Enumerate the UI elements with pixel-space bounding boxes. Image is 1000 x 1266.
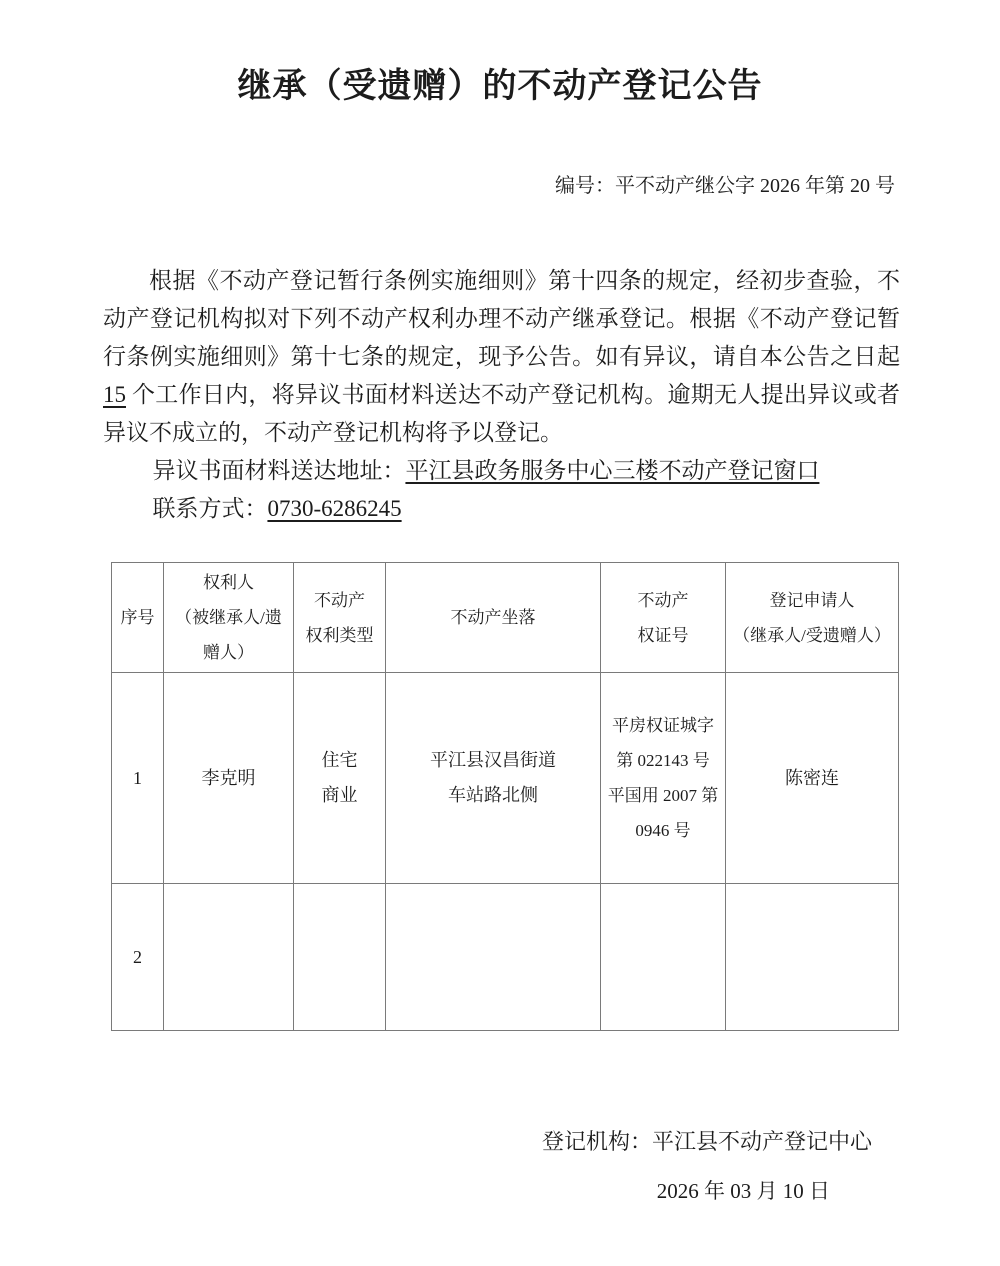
notice-body (103, 262, 900, 528)
contact-line (103, 490, 900, 528)
cert-line: 0946 号 (635, 821, 691, 840)
paragraph-text-before: 根据《不动产登记暂行条例实施细则》第十四条的规定，经初步查验，不动产登记机构拟对下列不动产权利办理不动产继承登记。根据《不动产登记暂行条例实施细则》第十七条的规定，现予公告。如有异议，请自本公告之日起 (103, 268, 900, 369)
header-right-type-line: 不动产 (314, 590, 365, 610)
address-value: 平江县政务服务中心三楼不动产登记窗口 (405, 458, 820, 483)
header-holder-line: （被继承人/遗 (175, 608, 282, 627)
header-location-label: 不动产坐落 (450, 608, 536, 627)
notice-date: 2026 年 03 月 10 日 (656, 1179, 830, 1203)
page-title: 继承（受遗赠）的不动产登记公告 (237, 67, 763, 105)
address-label: 异议书面材料送达地址： (152, 458, 406, 483)
header-holder (164, 563, 294, 673)
header-applicant-line: 登记申请人 (769, 590, 855, 610)
registration-table (111, 562, 899, 1031)
header-location (386, 563, 601, 673)
registration-authority: 登记机构：平江县不动产登记中心 (541, 1129, 872, 1154)
header-applicant-line: （继承人/受遗赠人） (733, 625, 891, 645)
cell-location (386, 673, 601, 884)
cell-right-type (294, 884, 386, 1031)
table-row (112, 884, 899, 1031)
contact-value: 0730-6286245 (267, 496, 402, 521)
doc-number: 编号：平不动产继公字 2026 年第 20 号 (555, 175, 895, 197)
cell-right-type (294, 673, 386, 884)
cell-cert-number (601, 884, 726, 1031)
header-applicant (726, 563, 899, 673)
table-header-row (112, 563, 899, 673)
right-type-line: 商业 (321, 785, 358, 805)
header-right-type (294, 563, 386, 673)
objection-days: 15 (103, 382, 126, 407)
contact-label: 联系方式： (152, 496, 268, 521)
cert-line: 平国用 2007 第 (607, 786, 719, 805)
cell-seq: 1 (112, 673, 164, 884)
header-holder-line: 权利人 (203, 573, 254, 592)
paragraph-text-after: 个工作日内，将异议书面材料送达不动产登记机构。逾期无人提出异议或者异议不成立的，不动产登记机构将予以登记。 (103, 382, 900, 445)
cell-location (386, 884, 601, 1031)
cell-applicant (726, 884, 899, 1031)
location-line: 车站路北侧 (448, 785, 538, 805)
notice-paragraph (103, 262, 900, 452)
cert-line: 第 022143 号 (616, 751, 710, 770)
header-right-type-line: 权利类型 (305, 625, 374, 645)
objection-address-line (103, 452, 900, 490)
cell-applicant: 陈密连 (726, 673, 899, 884)
header-holder-line: 赠人） (203, 643, 254, 662)
table-row (112, 673, 899, 884)
cell-cert-number (601, 673, 726, 884)
cell-holder: 李克明 (164, 673, 294, 884)
header-seq (112, 563, 164, 673)
cell-seq: 2 (112, 884, 164, 1031)
location-line: 平江县汉昌街道 (430, 750, 556, 770)
header-cert-number (601, 563, 726, 673)
cert-line: 平房权证城字 (612, 716, 714, 735)
header-cert-line: 权证号 (637, 625, 689, 645)
header-seq-label: 序号 (120, 608, 155, 627)
header-cert-line: 不动产 (637, 590, 689, 610)
cell-holder (164, 884, 294, 1031)
right-type-line: 住宅 (321, 750, 358, 770)
